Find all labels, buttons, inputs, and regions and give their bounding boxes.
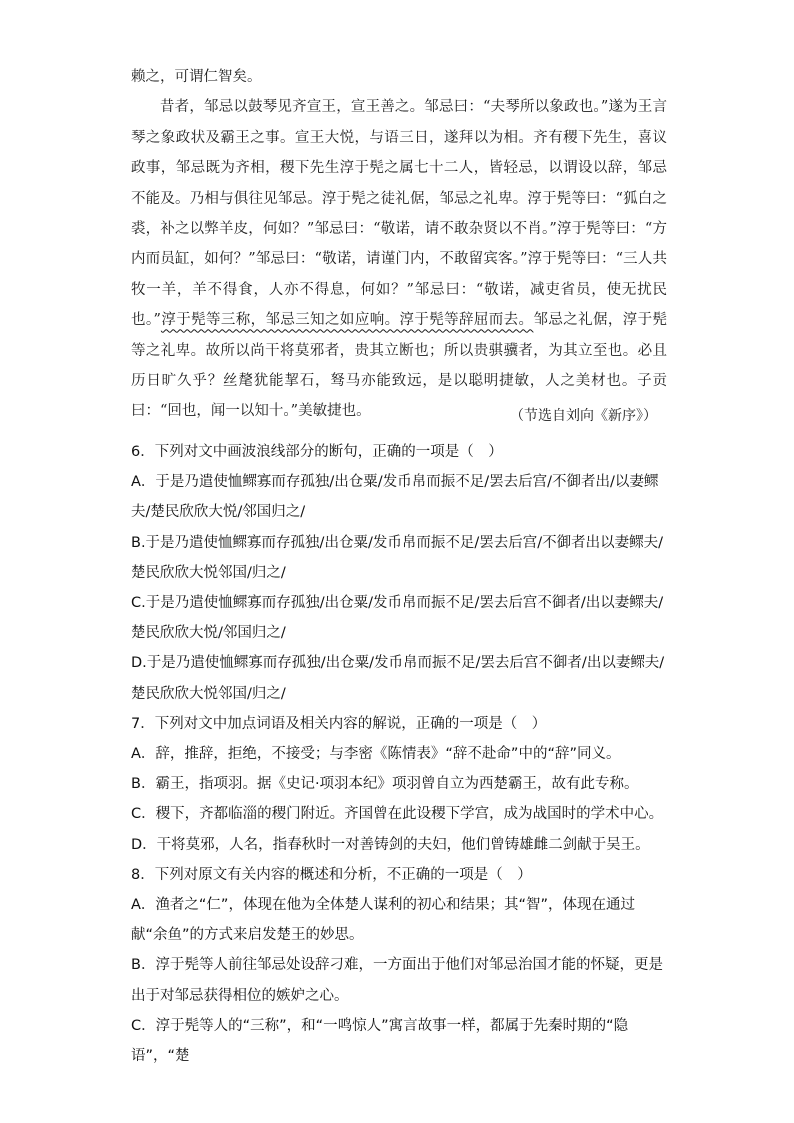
question-option: A．渔者之“仁”，体现在他为全体楚人谋利的初心和结果；其“智”，体现在通过献“余鱼”的方式来启发楚王的妙思。: [131, 897, 635, 944]
passage-text: 邹忌之礼倨，淳于髡等之礼卑。故所以尚干将莫邪者，贵其立断也；所以贵骐骥者，为其立至也。必且历日旷久乎？丝氂犹能挈石，驽马亦能致远，是以聪明捷敏，人之美材也。子贡曰：“回也，闻一以知十。”美敏捷也。: [131, 312, 668, 420]
question-option: D．干将莫邪，人名，指春秋时一对善铸剑的夫妇，他们曾铸雄雌二剑献于吴王。: [131, 836, 650, 853]
question-option: B.于是乃遣使恤鳏寡而存孤独/出仓粟/发币帛而振不足/罢去后宫/不御者出以妻鳏夫/楚民欣欣大悦邻国/归之/: [131, 534, 663, 581]
question-option: A．于是乃遣使恤鳏寡而存孤独/出仓粟/发币帛而振不足/罢去后宫/不御者出/以妻鳏夫/楚民欣欣大悦/邻国归之/: [131, 474, 659, 521]
question-stem: 8．下列对原文有关内容的概述和分析，不正确的一项是（ ）: [131, 866, 532, 883]
classical-passage: [131, 62, 667, 427]
passage-paragraph: [131, 92, 667, 426]
passage-line: 赖之，可谓仁智矣。: [131, 69, 262, 85]
wavy-underlined-text: 淳于髡等三称，邹忌三知之如应响。淳于髡等辞屈而去。: [160, 312, 534, 329]
question-option: B．霸王，指项羽。据《史记·项羽本纪》项羽曾自立为西楚霸王，故有此专称。: [131, 776, 639, 793]
question-option: B．淳于髡等人前往邹忌处设辞刁难，一方面出于他们对邹忌治国才能的怀疑，更是出于对邹忌获得相位的嫉妒之心。: [131, 957, 663, 1004]
question-option: A．辞，推辞，拒绝，不接受；与李密《陈情表》“辞不赴命”中的“辞”同义。: [131, 746, 621, 763]
question-option: C.于是乃遣使恤鳏寡而存孤独/出仓粟/发币帛而振不足/罢去后宫不御者/出以妻鳏夫/楚民欣欣大悦/邻国归之/: [131, 595, 664, 642]
question-option: D.于是乃遣使恤鳏寡而存孤独/出仓粟/发币帛而振不足/罢去后宫不御者/出以妻鳏夫/楚民欣欣大悦邻国/归之/: [131, 655, 665, 702]
question-stem: 7．下列对文中加点词语及相关内容的解说，正确的一项是（ ）: [131, 715, 547, 732]
question-option: C．稷下，齐都临淄的稷门附近。齐国曾在此设稷下学宫，成为战国时的学术中心。: [131, 806, 664, 823]
passage-text: 昔者，邹忌以鼓琴见齐宣王，宣王善之。邹忌曰：“夫琴所以象政也。”遂为王言琴之象政状及霸王之事。宣王大悦，与语三日，遂拜以为相。齐有稷下先生，喜议政事，邹忌既为齐相，稷下先生淳于髡之属七十二人，皆轻忌，以谓设以辞，邹忌不能及。乃相与俱往见邹忌。淳于髡之徒礼倨，邹忌之礼卑。淳于髡等曰：“狐白之裘，补之以弊羊皮，何如？”邹忌曰：“敬诺，请不敢杂贤以不肖。”淳于髡等曰：“方内而员缸，如何？”邹忌曰：“敬诺，请谨门内，不敢留宾客。”淳于髡等曰：“三人共牧一羊，羊不得食，人亦不得息，何如？”邹忌曰：“敬诺，减吏省员，使无扰民也。”: [131, 99, 667, 329]
question-stem: 6．下列对文中画波浪线部分的断句，正确的一项是（ ）: [131, 444, 503, 460]
question-list: [131, 437, 667, 1071]
question-option: C．淳于髡等人的“三称”，和“一鸣惊人”寓言故事一样，都属于先秦时期的“隐语”，“楚: [131, 1017, 629, 1065]
passage-source: （节选自刘向《新序》）: [510, 408, 657, 424]
